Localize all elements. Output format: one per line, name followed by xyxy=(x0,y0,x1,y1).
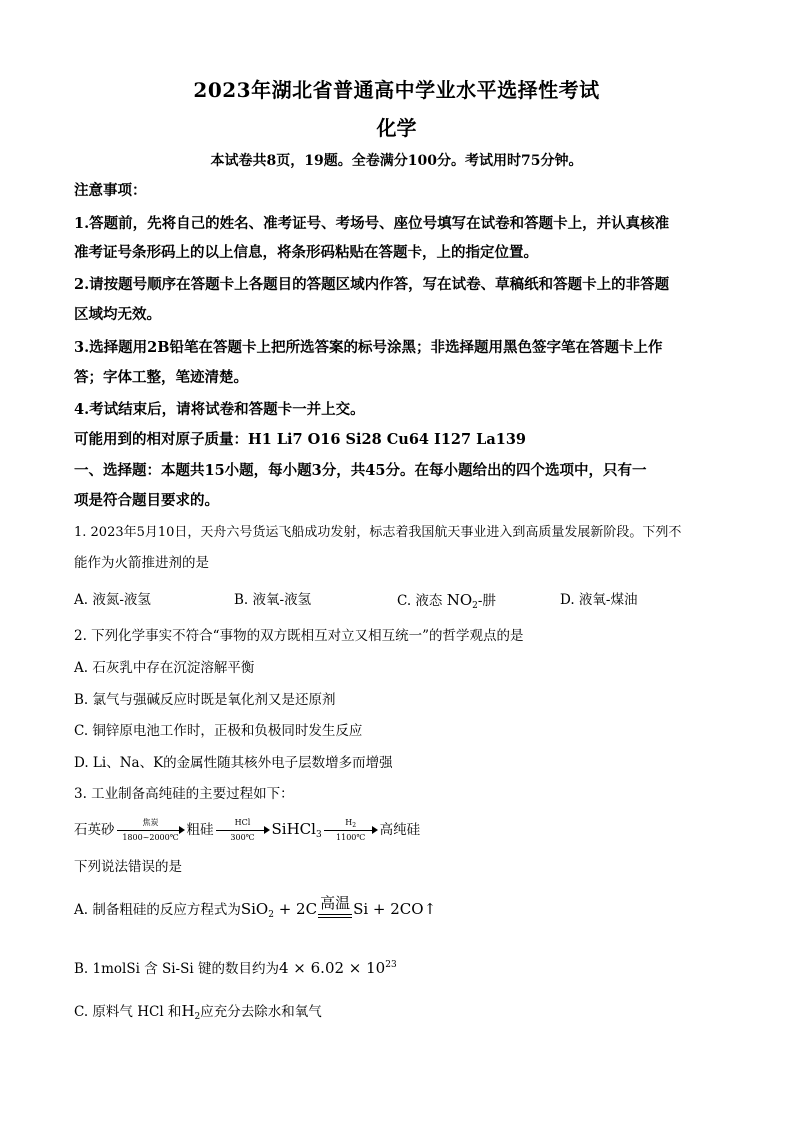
section-heading: 项是符合题目要求的。 xyxy=(74,492,219,509)
q1-option-d[interactable]: D. 液氧-煤油 xyxy=(560,592,638,608)
exam-info: 本试卷共8页，19题。全卷满分100分。考试用时75分钟。 xyxy=(210,153,583,169)
q1-options xyxy=(74,589,724,613)
notice-line: 区域均无效。 xyxy=(74,306,161,323)
q1-option-a[interactable]: A. 液氮-液氢 xyxy=(74,592,151,608)
atomic-masses: 可能用到的相对原子质量：H1 Li7 O16 Si28 Cu64 I127 La139 xyxy=(74,431,527,448)
q1-stem: 1. 2023年5月10日，天舟六号货运飞船成功发射，标志着我国航天事业进入到高质量发展新阶段。下列不 xyxy=(74,525,682,540)
q3-option-b[interactable]: B. 1molSi 含 Si-Si 键的数目约为$4 \times 6.02 \times 10^{23}$ xyxy=(74,959,397,977)
q3-option-c[interactable]: C. 原料气 HCl 和$H_2$应充分去除水和氧气 xyxy=(74,1002,322,1022)
q3-option-a[interactable]: A. 制备粗硅的反应方程式为SiO$_2$ + 2C 高温 Si + 2CO↑ xyxy=(74,892,724,926)
notice-line: 准考证号条形码上的以上信息，将条形码粘贴在答题卡，上的指定位置。 xyxy=(74,244,538,261)
notice-line: 4.考试结束后，请将试卷和答题卡一并上交。 xyxy=(74,401,365,418)
q3-stem: 3. 工业制备高纯硅的主要过程如下： xyxy=(74,786,294,802)
notice-heading: 注意事项： xyxy=(74,182,147,199)
reaction-arrow: HCl 300℃ xyxy=(216,818,270,844)
q1-stem: 能作为火箭推进剂的是 xyxy=(74,555,209,571)
q2-stem: 2. 下列化学事实不符合“事物的双方既相互对立又相互统一”的哲学观点的是 xyxy=(74,628,524,644)
reaction-condition: 高温 xyxy=(318,895,352,927)
q1-option-c[interactable]: C. 液态 $NO_2-$肼 xyxy=(397,591,496,611)
gas-up-arrow-icon: ↑ xyxy=(423,900,437,918)
q2-option-d[interactable]: D. Li、Na、K的金属性随其核外电子层数增多而增强 xyxy=(74,755,393,771)
section-heading: 一、选择题：本题共15小题，每小题3分，共45分。在每小题给出的四个选项中，只有一 xyxy=(74,462,647,479)
reaction-arrow: 焦炭 1800~2000℃ xyxy=(117,818,185,844)
exam-subject: 化学 xyxy=(376,116,417,140)
notice-line: 2.请按题号顺序在答题卡上各题目的答题区域内作答，写在试卷、草稿纸和答题卡上的非答题 xyxy=(74,276,670,293)
q3-prompt: 下列说法错误的是 xyxy=(74,859,182,875)
q2-option-b[interactable]: B. 氯气与强碱反应时既是氧化剂又是还原剂 xyxy=(74,692,336,708)
q3-process-flow: 石英砂 焦炭 1800~2000℃ 粗硅 HCl 300℃ SiHCl$_3$ $\frac{H_2}{1100℃}$ 高纯硅 xyxy=(74,817,421,842)
exam-title: 2023年湖北省普通高中学业水平选择性考试 xyxy=(193,78,600,102)
notice-line: 1.答题前，先将自己的姓名、准考证号、考场号、座位号填写在试卷和答题卡上，并认真核准 xyxy=(74,215,670,232)
q1-option-b[interactable]: B. 液氧-液氢 xyxy=(234,592,312,608)
q2-option-a[interactable]: A. 石灰乳中存在沉淀溶解平衡 xyxy=(74,660,255,676)
notice-line: 答；字体工整，笔迹清楚。 xyxy=(74,369,248,386)
reaction-arrow: $\frac{H_2}{1100℃}$ xyxy=(324,818,378,844)
notice-line: 3.选择题用2B铅笔在答题卡上把所选答案的标号涂黑；非选择题用黑色签字笔在答题卡上作 xyxy=(74,339,663,356)
q2-option-c[interactable]: C. 铜锌原电池工作时，正极和负极同时发生反应 xyxy=(74,723,363,739)
